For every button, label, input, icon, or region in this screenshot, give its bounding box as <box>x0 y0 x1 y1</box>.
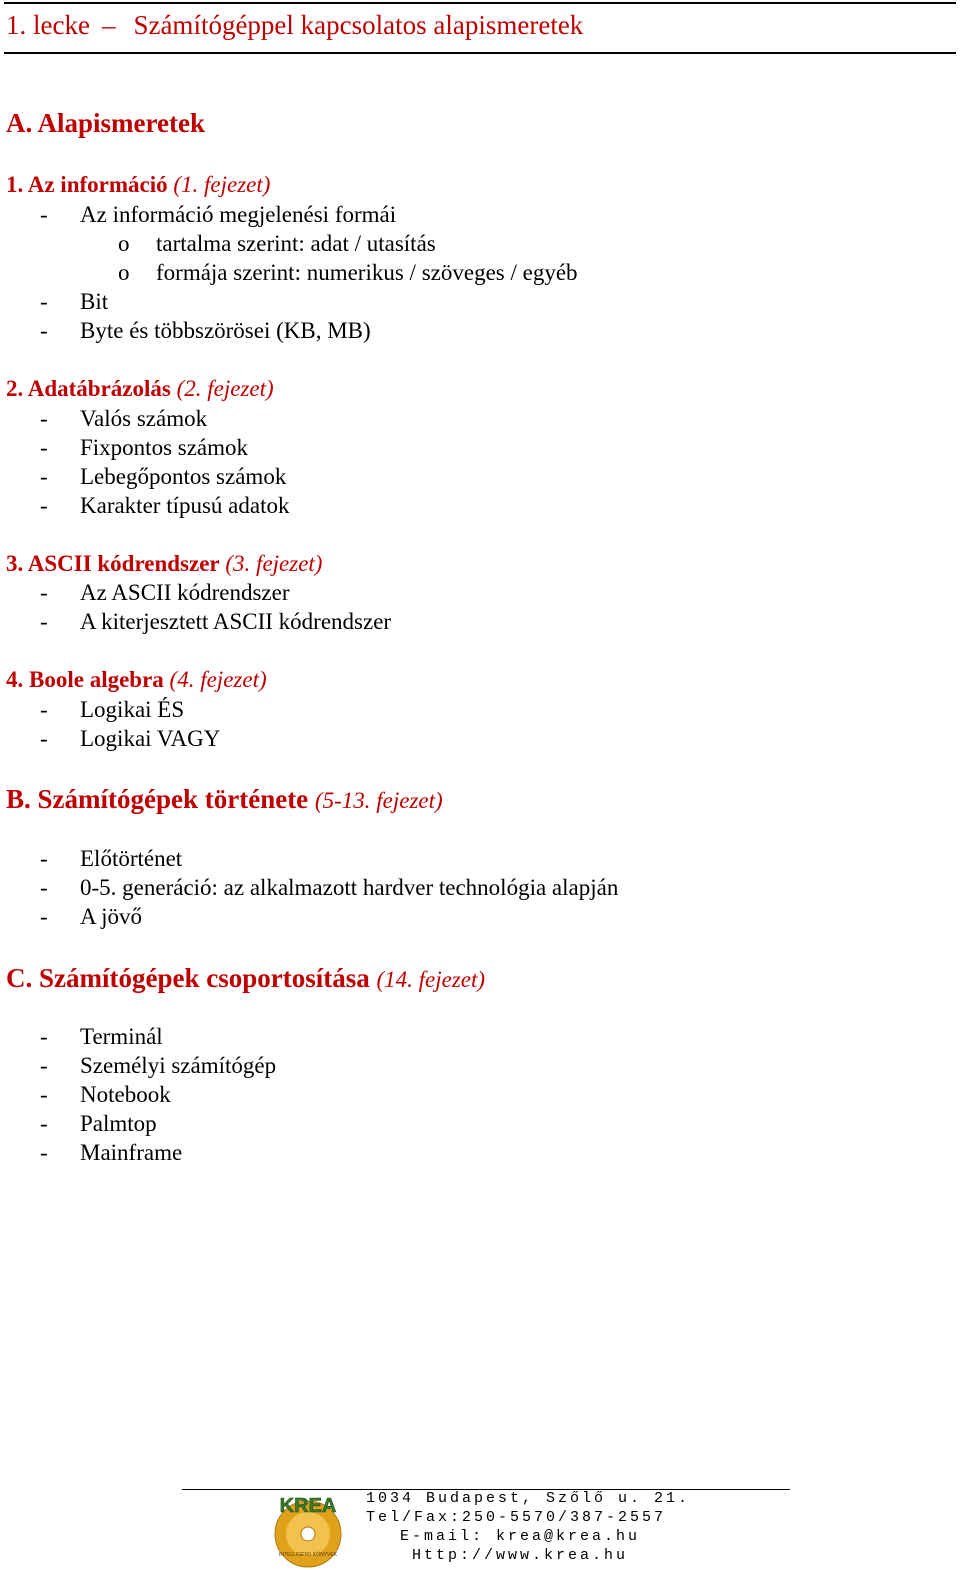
sub-list-item-text: tartalma szerint: adat / utasítás <box>156 231 436 256</box>
dash-bullet: - <box>40 464 48 489</box>
list-item <box>40 464 286 490</box>
list-item-text: Bit <box>80 289 109 314</box>
chapter-ref: (4. fejezet) <box>169 667 267 692</box>
circle-bullet: o <box>118 260 130 285</box>
list-item-text: Előtörténet <box>80 846 183 871</box>
svg-text:INTELLIGENS KÖNYVEK: INTELLIGENS KÖNYVEK <box>278 1552 338 1558</box>
list-item-text: Lebegőpontos számok <box>80 464 287 489</box>
sub-list-item <box>118 260 578 286</box>
list-item <box>40 875 618 901</box>
list-item <box>40 406 207 432</box>
footer-web: Http://www.krea.hu <box>412 1547 629 1564</box>
section-c-heading <box>6 963 485 994</box>
list-item-text: A kiterjesztett ASCII kódrendszer <box>80 609 392 634</box>
lesson-title: Számítógéppel kapcsolatos alapismeretek <box>133 10 584 40</box>
dash-bullet: - <box>40 726 48 751</box>
dash-bullet: - <box>40 697 48 722</box>
list-item-text: A jövő <box>80 904 142 929</box>
sub-list-item-text: formája szerint: numerikus / szöveges / egyéb <box>156 260 578 285</box>
title-rule <box>4 52 956 54</box>
list-item-text: Notebook <box>80 1082 171 1107</box>
list-item <box>40 609 391 635</box>
chapter-ref: (3. fejezet) <box>225 551 323 576</box>
page-title <box>6 10 583 41</box>
topic-heading <box>6 172 270 198</box>
footer-address: 1034 Budapest, Szőlő u. 21. <box>366 1490 691 1507</box>
list-item <box>40 1140 182 1166</box>
list-item-text: Logikai VAGY <box>80 726 221 751</box>
list-item <box>40 318 371 344</box>
topic-label: 2. Adatábrázolás <box>6 376 171 401</box>
dash-bullet: - <box>40 609 48 634</box>
topic-label: 3. ASCII kódrendszer <box>6 551 220 576</box>
lesson-number: 1. lecke <box>6 10 90 40</box>
list-item-text: Valós számok <box>80 406 208 431</box>
list-item-text: Palmtop <box>80 1111 157 1136</box>
list-item <box>40 435 248 461</box>
chapter-ref: (5-13. fejezet) <box>314 788 443 813</box>
sub-list-item <box>118 231 436 257</box>
list-item <box>40 726 220 752</box>
dash-bullet: - <box>40 1053 48 1078</box>
chapter-ref: (2. fejezet) <box>176 376 274 401</box>
list-item <box>40 1024 163 1050</box>
list-item <box>40 493 289 519</box>
list-item <box>40 1053 276 1079</box>
section-b-heading <box>6 784 443 815</box>
dash-bullet: - <box>40 318 48 343</box>
svg-text:KREA: KREA <box>279 1495 337 1517</box>
dash-bullet: - <box>40 202 48 227</box>
dash-bullet: - <box>40 289 48 314</box>
dash-bullet: - <box>40 1082 48 1107</box>
dash-bullet: - <box>40 493 48 518</box>
list-item <box>40 1111 157 1137</box>
footer-phone: Tel/Fax:250-5570/387-2557 <box>366 1509 667 1526</box>
list-item <box>40 1082 171 1108</box>
list-item-text: Logikai ÉS <box>80 697 185 722</box>
dash-bullet: - <box>40 406 48 431</box>
list-item <box>40 904 142 930</box>
list-item <box>40 289 108 315</box>
title-separator: – <box>101 10 116 40</box>
dash-bullet: - <box>40 875 48 900</box>
topic-label: 1. Az információ <box>6 172 168 197</box>
krea-logo-icon <box>268 1490 348 1568</box>
list-item-text: Byte és többszörösei (KB, MB) <box>80 318 371 343</box>
circle-bullet: o <box>118 231 130 256</box>
chapter-ref: (1. fejezet) <box>173 172 271 197</box>
section-a-heading: A. Alapismeretek <box>6 108 205 138</box>
topic-label: 4. Boole algebra <box>6 667 164 692</box>
list-item-text: Karakter típusú adatok <box>80 493 290 518</box>
list-item <box>40 697 184 723</box>
list-item-text: Személyi számítógép <box>80 1053 277 1078</box>
section-c-title: C. Számítógépek csoportosítása <box>6 963 370 993</box>
dash-bullet: - <box>40 435 48 460</box>
list-item <box>40 202 396 228</box>
list-item-text: Mainframe <box>80 1140 183 1165</box>
dash-bullet: - <box>40 904 48 929</box>
list-item-text: Az ASCII kódrendszer <box>80 580 290 605</box>
dash-bullet: - <box>40 846 48 871</box>
section-b-title: B. Számítógépek története <box>6 784 309 814</box>
list-item <box>40 580 290 606</box>
dash-bullet: - <box>40 580 48 605</box>
list-item-text: Az információ megjelenési formái <box>80 202 397 227</box>
chapter-ref: (14. fejezet) <box>376 967 486 992</box>
topic-heading <box>6 376 274 402</box>
topic-heading <box>6 551 322 577</box>
topic-heading <box>6 667 267 693</box>
footer-email: E-mail: krea@krea.hu <box>400 1528 641 1545</box>
top-rule <box>4 2 956 4</box>
dash-bullet: - <box>40 1024 48 1049</box>
dash-bullet: - <box>40 1111 48 1136</box>
list-item-text: Fixpontos számok <box>80 435 249 460</box>
list-item <box>40 846 182 872</box>
list-item-text: 0-5. generáció: az alkalmazott hardver technológia alapján <box>80 875 619 900</box>
list-item-text: Terminál <box>80 1024 163 1049</box>
dash-bullet: - <box>40 1140 48 1165</box>
